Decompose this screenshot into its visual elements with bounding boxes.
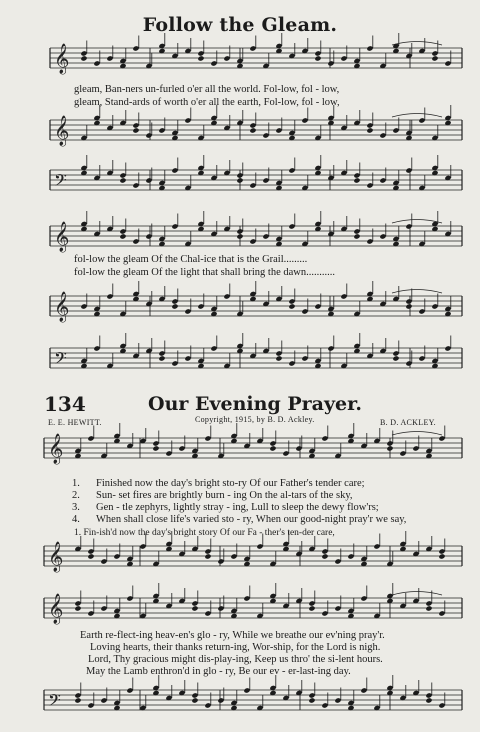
music-staff-alto — [0, 538, 480, 578]
lyric-line: gleam, Ban-ners un-furled o'er all the world. Fol-low, fol - low, — [74, 84, 340, 95]
music-staff-treble-1 — [0, 112, 480, 152]
svg-text:𝄞: 𝄞 — [48, 434, 64, 464]
svg-text:𝄢: 𝄢 — [54, 348, 67, 372]
verse-line: May the Lamb enthron'd in glo - ry, Be our ev - er-last-ing day. — [86, 666, 351, 677]
hymn-number: 134 — [44, 392, 86, 416]
verse-number: 3. — [72, 502, 80, 513]
verse-number: 4. — [72, 514, 80, 525]
lyric-line: gleam, Stand-ards of worth o'er all the earth, Fol-low, fol - low, — [74, 97, 340, 108]
verse-number: 1. — [72, 478, 80, 489]
svg-text:𝄞: 𝄞 — [54, 116, 70, 146]
svg-text:𝄞: 𝄞 — [48, 594, 64, 624]
verse-number: 2. — [72, 490, 80, 501]
music-staff-treble-2 — [0, 288, 480, 328]
lyric-line: fol-low the gleam Of the Chal-ice that is the Grail......... — [74, 254, 308, 265]
svg-text:𝄞: 𝄞 — [54, 292, 70, 322]
svg-text:𝄞: 𝄞 — [54, 44, 70, 74]
music-staff-melody-4 — [0, 590, 480, 630]
verse-line: Earth re-flect-ing heav-en's glo - ry, While we breathe our ev'ning pray'r. — [80, 630, 385, 641]
svg-text:𝄢: 𝄢 — [48, 690, 61, 714]
copyright-notice: Copyright, 1915, by B. D. Ackley. — [195, 415, 315, 424]
verse-line: Loving hearts, their thanks return-ing, Wor-ship, for the Lord is nigh. — [90, 642, 381, 653]
music-staff-bass-1 — [0, 162, 480, 202]
alto-lyric-line: 1. Fin-ish'd now the day's bright story Of our Fa - ther's ten-der care, — [74, 528, 335, 538]
verse-line: Finished now the day's bright sto-ry Of our Father's tender care; — [96, 478, 365, 489]
svg-text:𝄢: 𝄢 — [54, 170, 67, 194]
verse-line: Sun- set fires are brightly burn - ing On the al-tars of the sky, — [96, 490, 353, 501]
verse-line: When shall close life's varied sto - ry, When our good-night pray'r we say, — [96, 514, 407, 525]
svg-text:𝄞: 𝄞 — [54, 222, 70, 252]
hymn-title-our-evening-prayer: Our Evening Prayer. — [148, 393, 362, 415]
composer-credit: B. D. ACKLEY. — [380, 418, 436, 427]
music-staff-melody-3 — [0, 430, 480, 474]
author-credit: E. E. HEWITT. — [48, 418, 102, 427]
music-staff-bass-2 — [0, 340, 480, 380]
hymn-title-follow-the-gleam: Follow the Gleam. — [142, 14, 338, 36]
music-staff-melody-1 — [0, 40, 480, 80]
verse-line: Lord, Thy gracious might dis-play-ing, Keep us thro' the si-lent hours. — [88, 654, 383, 665]
svg-text:𝄞: 𝄞 — [48, 542, 64, 572]
music-staff-melody-2 — [0, 218, 480, 258]
verse-line: Gen - tle zephyrs, lightly stray - ing, Lull to sleep the dewy flow'rs; — [96, 502, 379, 513]
lyric-line: fol-low the gleam Of the light that shall bring the dawn........... — [74, 267, 335, 278]
music-staff-bass-3 — [0, 682, 480, 722]
